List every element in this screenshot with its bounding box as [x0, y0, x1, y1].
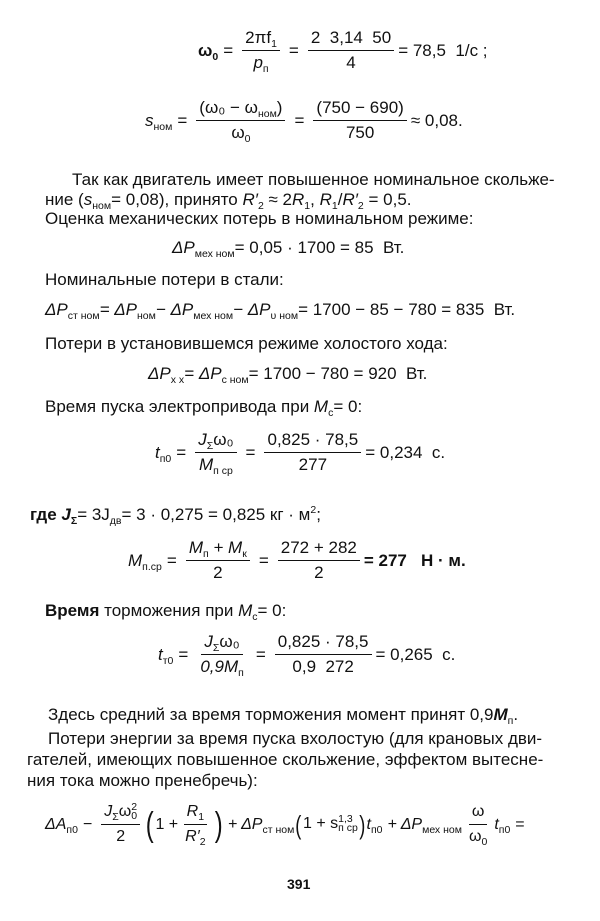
- formula-t-start: $t_{п0}$ = $\frac{J_\Sigma\omega_0}{M_{п ср}}$ = $\frac{0,825 \cdot 78,5}{277}$ = 0,234 с.: [155, 430, 446, 477]
- formula-t-brake: $t_{т0}$ = $\frac{J_\Sigma\omega_0}{0,9M_п}$ = $\frac{0,825 \cdot 78,5}{0,9 272}$ = 0,265 с.: [158, 632, 456, 679]
- fraction: $\frac{2\pi f_1}{p_п}$: [242, 28, 280, 73]
- paragraph-line: Потери в установившемся режиме холостого хода:: [45, 334, 448, 353]
- fraction: $\frac{0,825 \cdot 78,5}{0,9 272}$: [275, 632, 372, 677]
- paragraph-line: гателей, имеющих повышенное скольжение, эффектом вытесне-: [27, 750, 544, 769]
- fraction: $\frac{J_\Sigma\omega_0}{M_{п ср}}$: [195, 430, 236, 475]
- paragraph-line: Так как двигатель имеет повышенное номинальное скольже-: [72, 170, 555, 189]
- page-number: 391: [287, 876, 311, 892]
- formula-result: ≈ 0,08.: [410, 110, 463, 130]
- fraction: $\frac{(\omega_0 - \omega_{ном})}{\omega_0}$: [196, 98, 285, 143]
- fraction: $\frac{R_1}{R'_2}$: [185, 803, 206, 848]
- fraction: $\frac{M_п + M_к}{2}$: [186, 538, 250, 583]
- paragraph-line: Номинальные потери в стали:: [45, 270, 284, 289]
- formula-energy: $\Delta A_{п0}$ − $J_\Sigma\omega$ 2 0 2 ( 1 + $\frac{R_1}{R'_2}$ ) + $\Delta P_{ст ном}$ ( 1 + s 1,3 п ср ) $t_{п0}$ + $\Delta P_{мех ном}$ $\frac{\omega}{\omega_0}$ $t_{п0}$ =: [45, 800, 525, 848]
- formula-j-sum: где $J_\Sigma= 3J_{дв}= 3 \cdot 0,275 = 0,825$ кг · $м^2$;: [30, 504, 321, 527]
- fraction: $\frac{\omega}{\omega_0}$: [468, 803, 488, 848]
- formula-result: = 0,234 с.: [365, 442, 446, 462]
- fraction: $J_\Sigma\omega$ 2 0 2: [101, 802, 140, 847]
- formula-p-steel: $\Delta P_{ст ном}= \Delta P_{ном}- \Delta P_{мех ном}- \Delta P_{\upsilon ном}= 1700 - 85 - 780 = 835$ Вт.: [45, 300, 516, 322]
- formula-p-xx: $\Delta P_{x x}= \Delta P_{c ном}= 1700 - 780 = 920$ Вт.: [148, 364, 428, 386]
- paragraph-line: Здесь средний за время торможения момент принят $0,9M_п$.: [48, 705, 519, 727]
- fraction: $\frac{(750 - 690)}{750}$: [313, 98, 406, 143]
- paragraph-line: ние $(s_{ном}= 0,08)$, принято $R'_2 \approx 2R_1$, $R_1/R'_2 = 0,5$.: [45, 190, 412, 212]
- formula-result: = 277 Н · м.: [363, 550, 466, 570]
- formula-result: = 78,5 1/c ;: [398, 40, 488, 60]
- formula-m-avg: $M_{п.ср}$ = $\frac{M_п + M_к}{2}$ = $\frac{272 + 282}{2}$ = 277 Н · м.: [128, 538, 466, 582]
- fraction: $\frac{272 + 282}{2}$: [278, 538, 360, 583]
- paragraph-line: Оценка механических потерь в номинальном режиме:: [45, 209, 474, 228]
- paragraph-line: Время торможения при $M_c= 0$:: [45, 601, 287, 623]
- omega-symbol: $\omega_0$: [198, 40, 219, 63]
- paragraph-line: Потери энергии за время пуска вхолостую (для крановых дви-: [48, 729, 543, 748]
- formula-p-mech: $\Delta P_{мех ном}= 0,05 \cdot 1700 = 85$ Вт.: [172, 238, 405, 260]
- formula-s-nom: $s_{ном}$ = $\frac{(\omega_0 - \omega_{ном})}{\omega_0}$ = $\frac{(750 - 690)}{750}$ ≈ 0,08.: [145, 98, 463, 145]
- fraction: $\frac{2 3,14 50}{4}$: [308, 28, 394, 73]
- formula-result: = 0,265 с.: [375, 644, 456, 664]
- fraction: $\frac{J_\Sigma\omega_0}{0,9M_п}$: [200, 632, 244, 679]
- formula-omega0: $\omega_0$ = $\frac{2\pi f_1}{p_п}$ = $\frac{2 3,14 50}{4}$ = 78,5 1/c ;: [198, 28, 488, 75]
- fraction: $\frac{0,825 \cdot 78,5}{277}$: [264, 430, 361, 475]
- paragraph-line: ния тока можно пренебречь):: [27, 771, 258, 790]
- paragraph-line: Время пуска электропривода при $M_c= 0$:: [45, 397, 363, 419]
